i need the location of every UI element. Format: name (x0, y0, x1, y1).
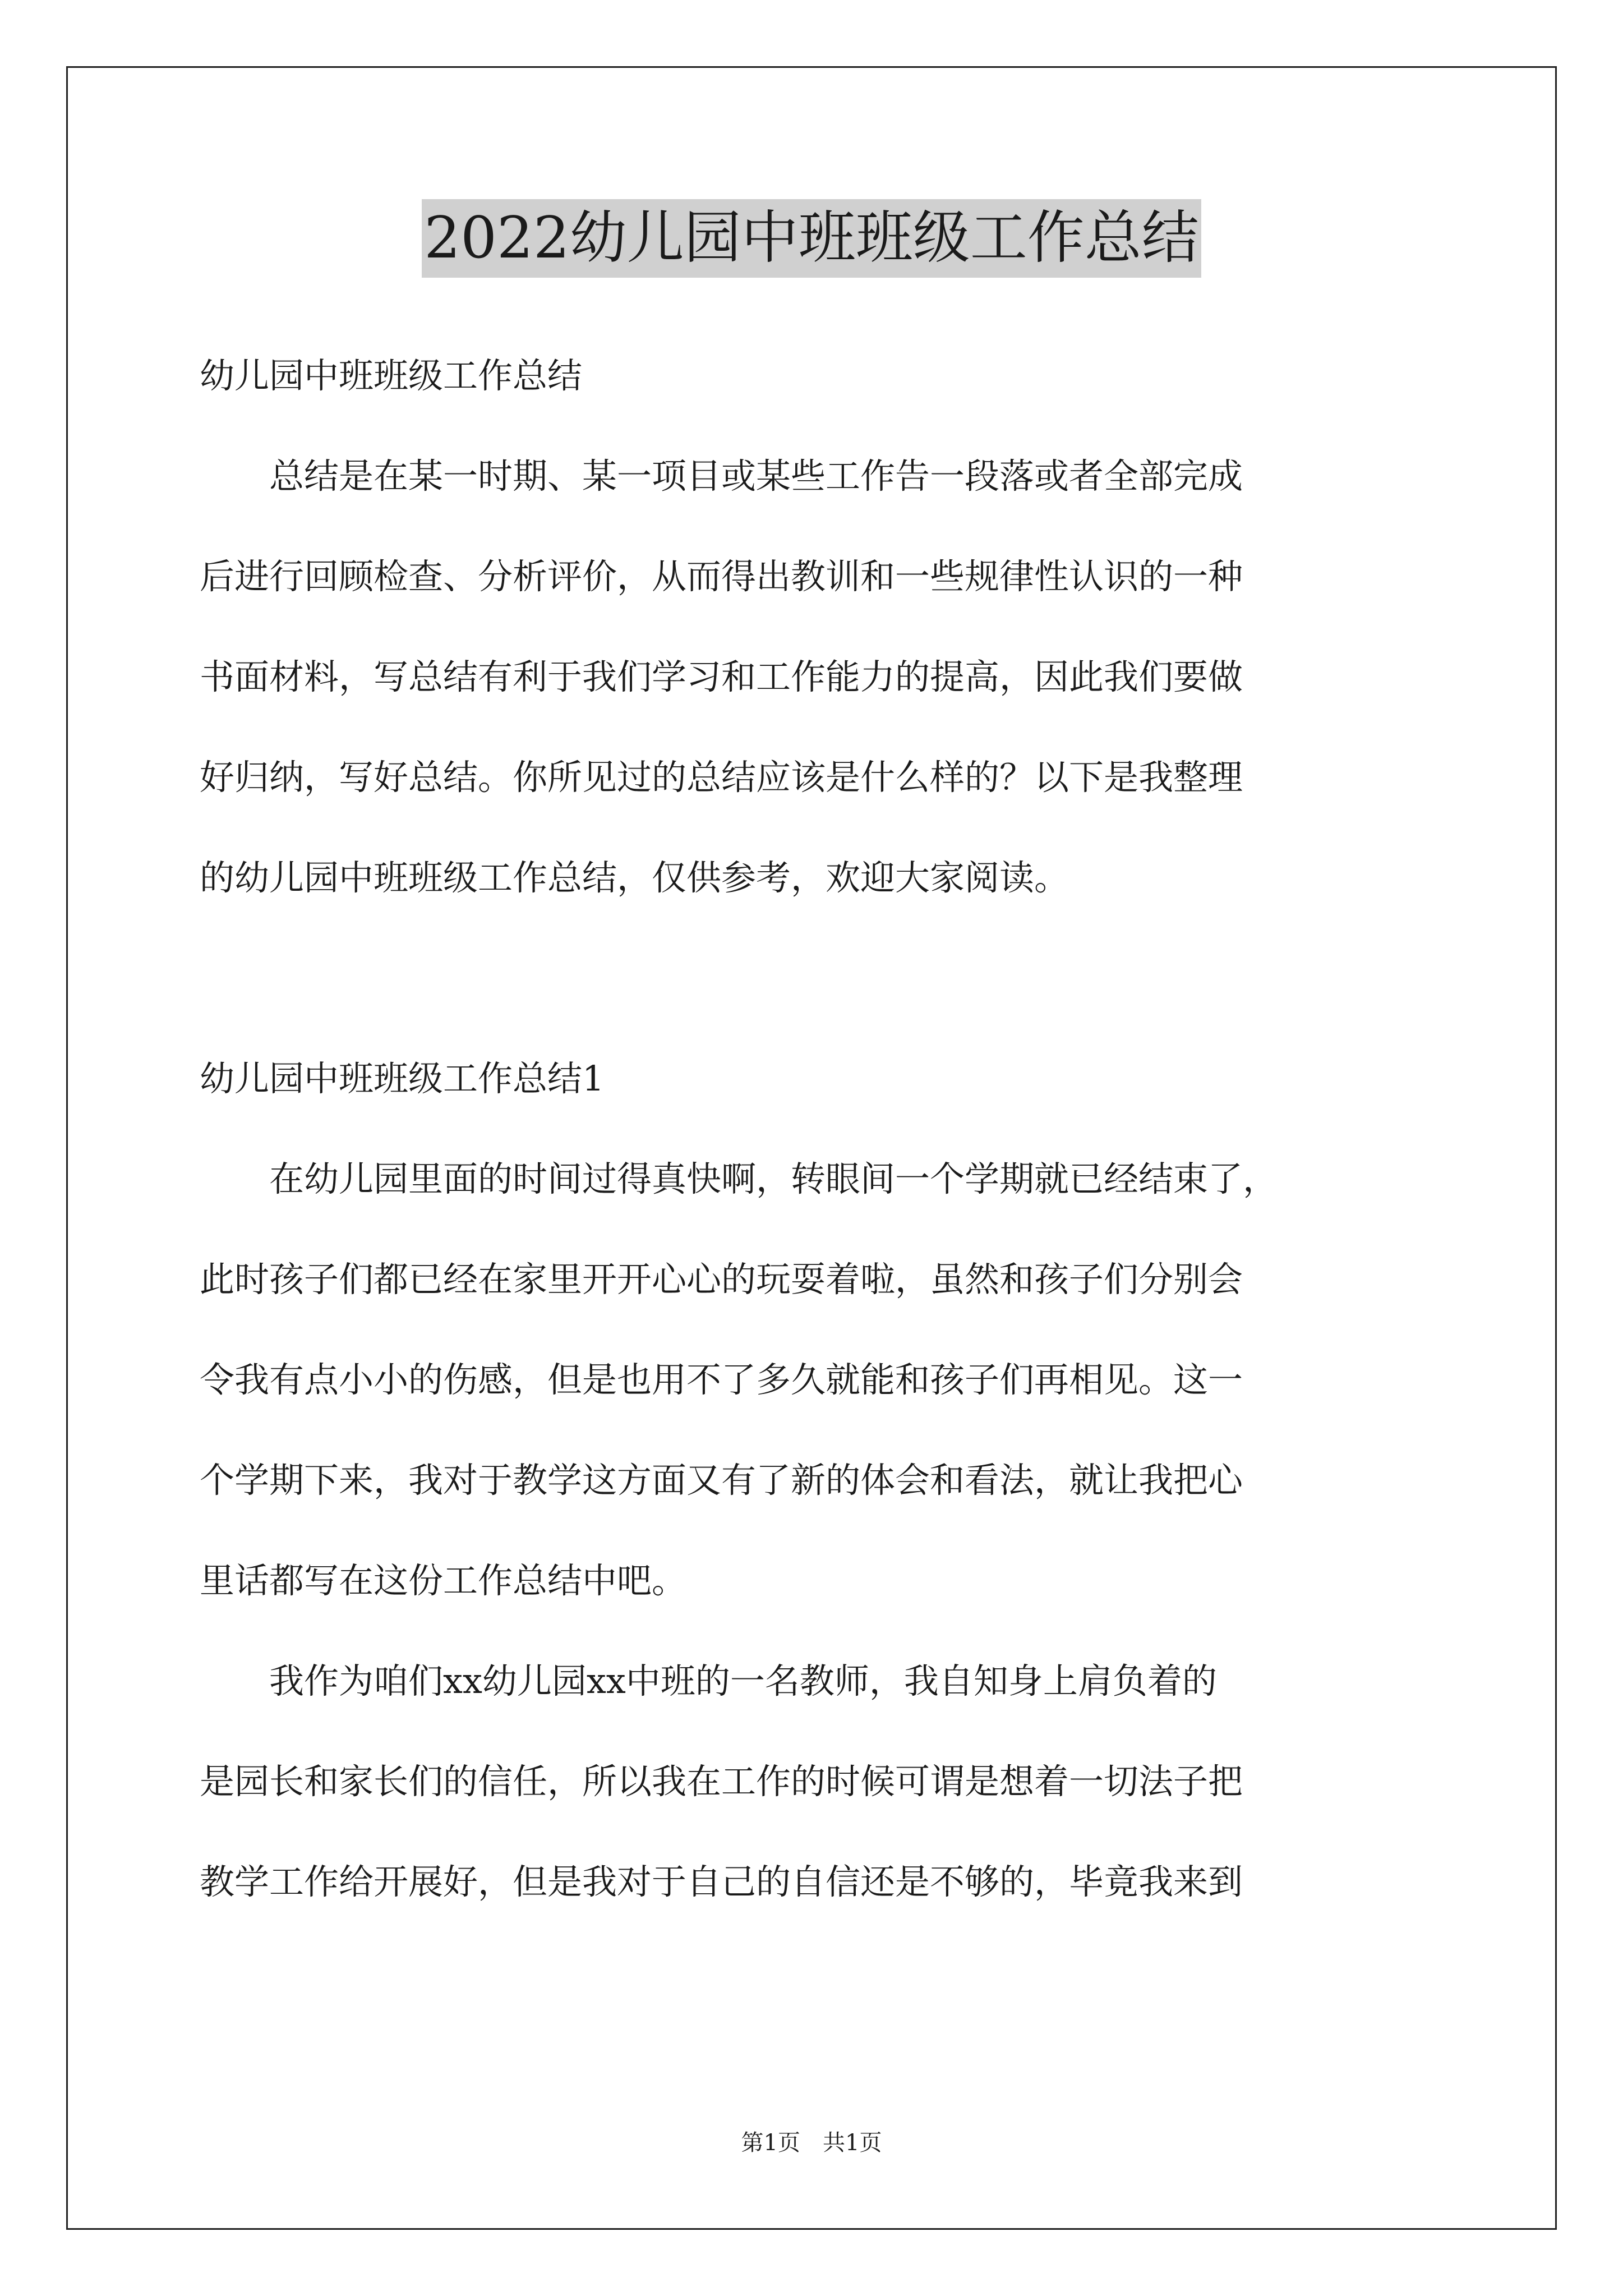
body-line: 总结是在某一时期、某一项目或某些工作告一段落或者全部完成 (200, 455, 1243, 496)
body-line: 的幼儿园中班班级工作总结，仅供参考，欢迎大家阅读。 (200, 857, 1069, 898)
section-heading: 幼儿园中班班级工作总结1 (200, 1058, 605, 1099)
body-line: 后进行回顾检查、分析评价，从而得出教训和一些规律性认识的一种 (200, 556, 1243, 597)
page-number: 第1页 共1页 (741, 2130, 882, 2156)
blank-line (200, 928, 1278, 1028)
body-line: 此时孩子们都已经在家里开开心心的玩耍着啦，虽然和孩子们分别会 (200, 1259, 1243, 1300)
body-line: 教学工作给开展好，但是我对于自己的自信还是不够的，毕竟我来到 (200, 1861, 1243, 1902)
body-line: 幼儿园中班班级工作总结 (200, 355, 583, 396)
body-line: 里话都写在这份工作总结中吧。 (200, 1560, 687, 1601)
body-line: 令我有点小小的伤感，但是也用不了多久就能和孩子们再相见。这一 (200, 1359, 1243, 1400)
body-line: 是园长和家长们的信任，所以我在工作的时候可谓是想着一切法子把 (200, 1761, 1243, 1802)
body-line: 好归纳，写好总结。你所见过的总结应该是什么样的？以下是我整理 (200, 757, 1243, 798)
body-line: 我作为咱们xx幼儿园xx中班的一名教师，我自知身上肩负着的 (200, 1660, 1217, 1701)
page-footer (0, 2126, 1623, 2160)
document-body (200, 325, 1278, 1932)
body-line: 在幼儿园里面的时间过得真快啊，转眼间一个学期就已经结束了， (200, 1158, 1278, 1199)
document-title: 2022幼儿园中班班级工作总结 (422, 199, 1201, 278)
title-container (0, 199, 1623, 278)
body-line: 个学期下来，我对于教学这方面又有了新的体会和看法，就让我把心 (200, 1460, 1243, 1501)
body-line: 书面材料，写总结有利于我们学习和工作能力的提高，因此我们要做 (200, 656, 1243, 697)
